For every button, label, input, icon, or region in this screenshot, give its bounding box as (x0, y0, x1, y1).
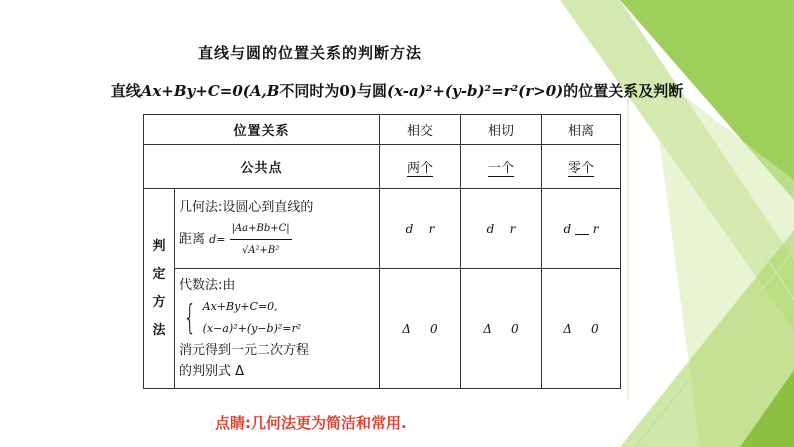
subtitle-cond: 不同时为0)与圆 (279, 82, 387, 100)
table-header-row (144, 115, 621, 145)
distance-denominator: √A²+B² (241, 244, 280, 256)
common-points-intersect: 两个 (407, 157, 433, 177)
distance-numerator: |Aa+Bb+C| (230, 218, 292, 240)
subtitle-circle-eq: (x-a)²+(y-b)²=r²(r>0) (386, 82, 564, 100)
equation-line: Ax+By+C=0, (202, 300, 278, 313)
subtitle (0, 80, 794, 101)
algebraic-line4: 的判别式 Δ (179, 364, 245, 379)
common-points-tangent: 一个 (488, 157, 514, 177)
geometric-cmp-separate: d r (542, 189, 621, 269)
algebraic-line1: 代数法:由 (179, 278, 236, 293)
algebraic-cmp-separate: Δ 0 (542, 269, 621, 389)
subtitle-line-eq: Ax+By+C=0(A,B (140, 82, 280, 100)
header-intersect: 相交 (380, 115, 461, 145)
algebraic-cmp-tangent: Δ 0 (461, 269, 542, 389)
geometric-cmp-intersect: d r (380, 189, 461, 269)
method-char: 判 (152, 238, 166, 254)
geometric-d: d (209, 232, 217, 246)
geometric-cmp-tangent: d r (461, 189, 542, 269)
geometric-row (144, 189, 621, 269)
page-title: 直线与圆的位置关系的判断方法 (197, 44, 422, 62)
tip-note: 点睛:几何法更为简洁和常用. (215, 414, 407, 432)
header-separate: 相离 (542, 115, 621, 145)
common-points-label: 公共点 (144, 145, 380, 189)
subtitle-tail: 的位置关系及判断 (563, 82, 684, 100)
equation-system: { Ax+By+C=0, (x−a)²+(y−b)²=r² (183, 298, 302, 338)
subtitle-lead: 直线 (110, 82, 141, 100)
relation-table (143, 114, 621, 389)
algebraic-line3: 消元得到一元二次方程 (179, 343, 310, 358)
geometric-method: 几何法:设圆心到直线的 距离 d= $\frac{|Aa+Bb+C|}{\text{√A²+B²}}$ (175, 189, 380, 269)
algebraic-method (175, 269, 380, 389)
common-points-row (144, 145, 621, 189)
algebraic-cmp-intersect: Δ 0 (380, 269, 461, 389)
distance-formula (230, 218, 292, 261)
header-position: 位置关系 (144, 115, 380, 145)
geometric-line1: 几何法:设圆心到直线的 (179, 199, 314, 215)
common-points-separate: 零个 (568, 157, 594, 177)
geometric-distance-label: 距离 (179, 231, 206, 247)
header-tangent: 相切 (461, 115, 542, 145)
method-char: 方 (152, 294, 166, 310)
method-char: 定 (152, 266, 166, 282)
method-char: 法 (152, 322, 166, 338)
algebraic-row (144, 269, 621, 389)
method-label (144, 189, 175, 389)
equation-circle: (x−a)²+(y−b)²=r² (202, 322, 302, 335)
